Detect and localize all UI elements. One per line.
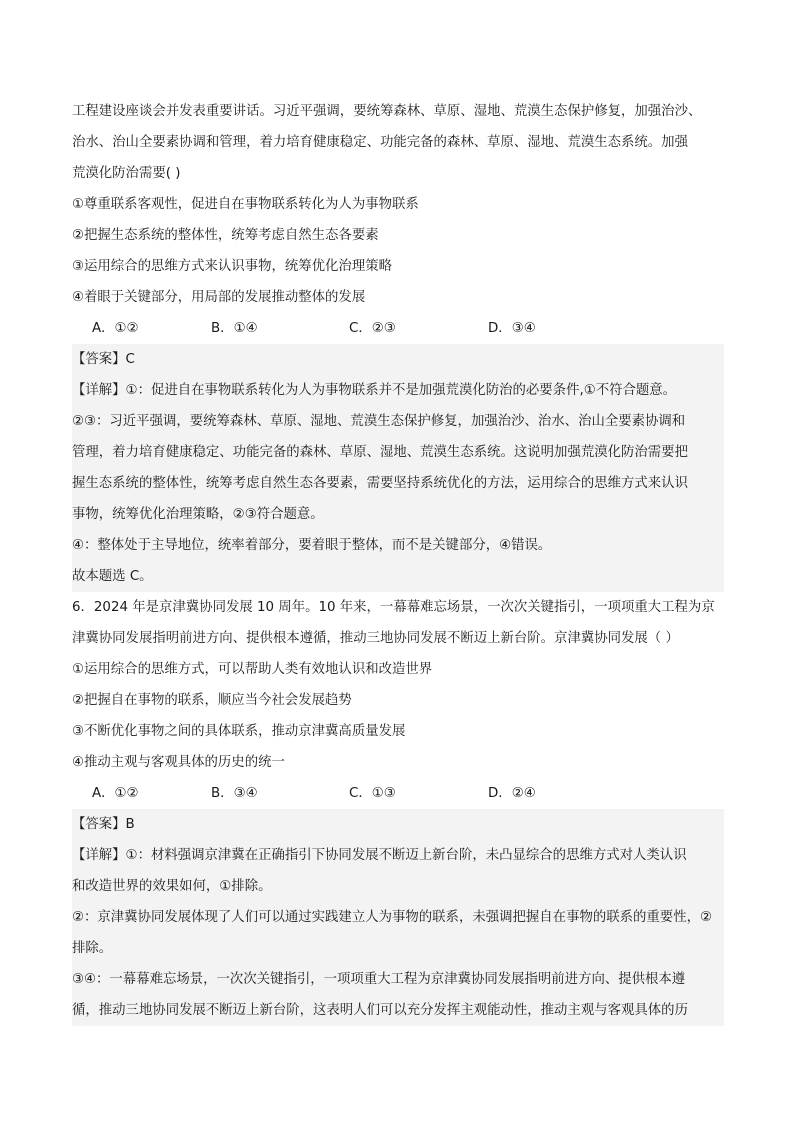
q5-detail-line: ④：整体处于主导地位，统率着部分，要着眼于整体，而不是关键部分，④错误。 bbox=[72, 538, 552, 553]
q5-options bbox=[72, 313, 724, 344]
q5-detail-line: 事物，统筹优化治理策略，②③符合题意。 bbox=[72, 507, 324, 522]
q5-detail-line: 【详解】①：促进自在事物联系转化为人为事物联系并不是加强荒漠化防治的必要条件,①不符合题意。 bbox=[72, 383, 677, 398]
q6-detail-line: ②：京津冀协同发展体现了人们可以通过实践建立人为事物的联系，未强调把握自在事物的联系的重要性，② bbox=[72, 910, 712, 925]
q5-detail-line: ②③：习近平强调，要统筹森林、草原、湿地、荒漠生态保护修复，加强治沙、治水、治山全要素协调和 bbox=[72, 414, 686, 429]
q6-stem-line: 6．2024 年是京津冀协同发展 10 周年。10 年来，一幕幕难忘场景，一次次关键指引，一项项重大工程为京 bbox=[72, 600, 715, 615]
q5-statement-4: ④着眼于关键部分，用局部的发展推动整体的发展 bbox=[72, 290, 366, 305]
question-5 bbox=[72, 96, 724, 592]
q5-stem-line: 荒漠化防治需要( ) bbox=[72, 166, 181, 181]
q6-option-b: B．③④ bbox=[211, 786, 258, 801]
q6-answer: 【答案】B bbox=[72, 817, 135, 832]
q6-option-c: C．①③ bbox=[349, 786, 396, 801]
q6-detail-line: 排除。 bbox=[72, 941, 113, 956]
q5-detail-line: 握生态系统的整体性，统筹考虑自然生态各要素，需要坚持系统优化的方法，运用综合的思维方式来认识 bbox=[72, 476, 688, 491]
q5-statement-3: ③运用综合的思维方式来认识事物，统筹优化治理策略 bbox=[72, 259, 392, 274]
q6-option-a: A．①② bbox=[92, 786, 139, 801]
q6-option-d: D．②④ bbox=[488, 786, 536, 801]
question-6 bbox=[72, 592, 724, 1026]
q5-stem-line: 治水、治山全要素协调和管理，着力培育健康稳定、功能完备的森林、草原、湿地、荒漠生态系统。加强 bbox=[72, 135, 688, 150]
q5-option-c: C．②③ bbox=[349, 321, 396, 336]
q5-detail-line: 管理，着力培育健康稳定、功能完备的森林、草原、湿地、荒漠生态系统。这说明加强荒漠化防治需要把 bbox=[72, 445, 688, 460]
document-content bbox=[72, 96, 724, 1026]
q5-stem-line: 工程建设座谈会并发表重要讲话。习近平强调，要统筹森林、草原、湿地、荒漠生态保护修复，加强治沙、 bbox=[72, 104, 702, 119]
q6-detail-line: 【详解】①：材料强调京津冀在正确指引下协同发展不断迈上新台阶，未凸显综合的思维方式对人类认识 bbox=[72, 848, 687, 863]
q6-detail-line: 和改造世界的效果如何，①排除。 bbox=[72, 879, 272, 894]
q6-statement-3: ③不断优化事物之间的具体联系，推动京津冀高质量发展 bbox=[72, 724, 406, 739]
q6-statement-4: ④推动主观与客观具体的历史的统一 bbox=[72, 755, 285, 770]
q6-answer-block bbox=[72, 809, 724, 1026]
q5-option-b: B．①④ bbox=[211, 321, 258, 336]
q5-statement-2: ②把握生态系统的整体性，统筹考虑自然生态各要素 bbox=[72, 228, 379, 243]
q5-answer-block bbox=[72, 344, 724, 592]
q6-statement-1: ①运用综合的思维方式，可以帮助人类有效地认识和改造世界 bbox=[72, 662, 433, 677]
q6-detail-line: 循，推动三地协同发展不断迈上新台阶，这表明人们可以充分发挥主观能动性，推动主观与客观具体的历 bbox=[72, 1003, 688, 1018]
q5-statement-1: ①尊重联系客观性，促进自在事物联系转化为人为事物联系 bbox=[72, 197, 419, 212]
q6-detail-line: ③④：一幕幕难忘场景，一次次关键指引，一项项重大工程为京津冀协同发展指明前进方向、提供根本遵 bbox=[72, 972, 686, 987]
q6-options bbox=[72, 778, 724, 809]
q5-option-a: A．①② bbox=[92, 321, 139, 336]
q5-answer: 【答案】C bbox=[72, 352, 135, 367]
q5-option-d: D．③④ bbox=[488, 321, 536, 336]
q6-statement-2: ②把握自在事物的联系，顺应当今社会发展趋势 bbox=[72, 693, 352, 708]
q5-detail-line: 故本题选 C。 bbox=[72, 569, 153, 584]
q6-stem-line: 津冀协同发展指明前进方向、提供根本遵循，推动三地协同发展不断迈上新台阶。京津冀协同发展（ ） bbox=[72, 631, 679, 646]
